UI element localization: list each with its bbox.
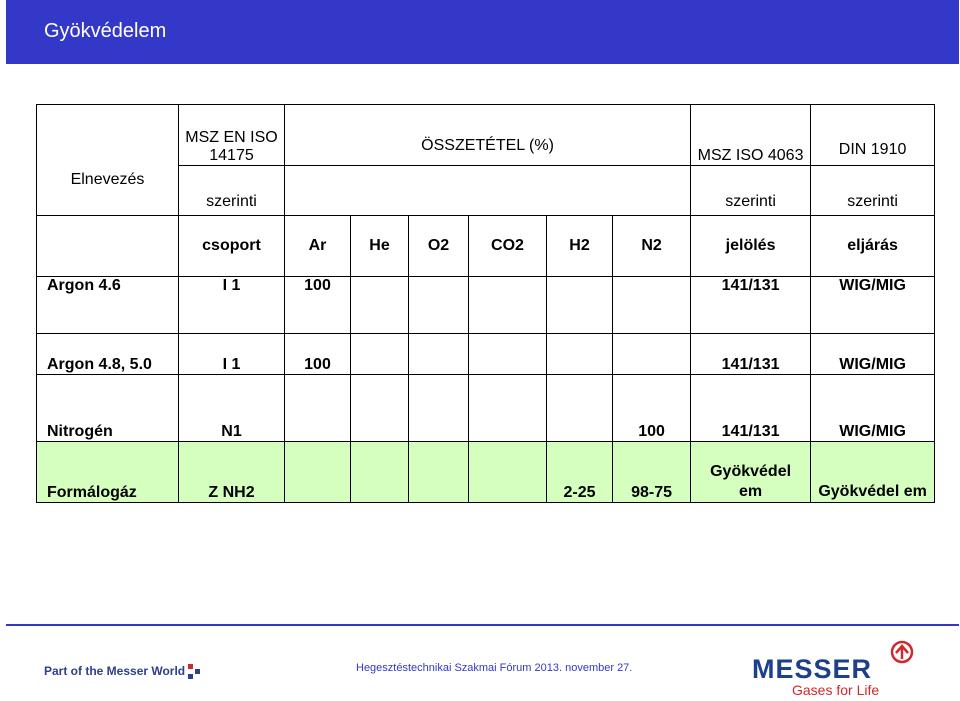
n2-value: 100 — [613, 375, 691, 442]
iso-szerinti: szerinti — [691, 166, 811, 216]
table-row — [37, 277, 935, 334]
table-row — [37, 105, 935, 166]
din-header: DIN 1910 — [811, 105, 935, 166]
process-name: WIG/MIG — [811, 375, 935, 442]
col-header-he: He — [351, 216, 409, 277]
gas-name: Argon 4.8, 5.0 — [37, 334, 179, 375]
col-header-o2: O2 — [409, 216, 469, 277]
table-cell — [613, 277, 691, 334]
process-name: WIG/MIG — [811, 334, 935, 375]
process-code: 141/131 — [691, 334, 811, 375]
table-cell — [37, 216, 179, 277]
composition-blank — [285, 166, 691, 216]
table-cell — [351, 334, 409, 375]
table-cell — [469, 442, 547, 503]
din-szerinti: szerinti — [811, 166, 935, 216]
name-header: Elnevezés — [37, 105, 179, 216]
table-cell — [469, 277, 547, 334]
table-cell — [285, 442, 351, 503]
table-row — [37, 375, 935, 442]
table-cell — [547, 375, 613, 442]
gas-group: Z NH2 — [179, 442, 285, 503]
col-header-process: eljárás — [811, 216, 935, 277]
gas-name: Formálogáz — [37, 442, 179, 503]
col-header-group: csoport — [179, 216, 285, 277]
h2-value: 2-25 — [547, 442, 613, 503]
gas-name: Nitrogén — [37, 375, 179, 442]
process-code: 141/131 — [691, 277, 811, 334]
table-cell — [469, 334, 547, 375]
table-row — [37, 334, 935, 375]
logo-wordmark: MESSER — [752, 654, 873, 684]
table-cell — [547, 277, 613, 334]
col-header-co2: CO2 — [469, 216, 547, 277]
process-code: Gyökvédel em — [691, 442, 811, 503]
col-header-h2: H2 — [547, 216, 613, 277]
table-cell — [409, 334, 469, 375]
composition-header: ÖSSZETÉTEL (%) — [285, 105, 691, 166]
table-cell — [351, 375, 409, 442]
gas-table — [36, 104, 935, 503]
n2-value: 98-75 — [613, 442, 691, 503]
table-cell — [409, 442, 469, 503]
standard-szerinti: szerinti — [179, 166, 285, 216]
messer-logo — [752, 640, 922, 698]
table-cell — [409, 375, 469, 442]
gas-group: N1 — [179, 375, 285, 442]
title-bar — [6, 0, 959, 64]
process-name: Gyökvédel em — [811, 442, 935, 503]
col-header-ar: Ar — [285, 216, 351, 277]
gas-name: Argon 4.6 — [37, 277, 179, 334]
ar-value: 100 — [285, 277, 351, 334]
messer-emblem-icon — [890, 640, 914, 664]
col-header-code: jelölés — [691, 216, 811, 277]
iso-header: MSZ ISO 4063 — [691, 105, 811, 166]
process-code: 141/131 — [691, 375, 811, 442]
process-name: WIG/MIG — [811, 277, 935, 334]
gas-group: I 1 — [179, 277, 285, 334]
table-cell — [285, 375, 351, 442]
table-cell — [409, 277, 469, 334]
event-text: Hegesztéstechnikai Szakmai Fórum 2013. november 27. — [356, 662, 633, 674]
table-cell — [613, 334, 691, 375]
table-cell — [351, 277, 409, 334]
part-of-messer-text: Part of the Messer World — [44, 664, 186, 678]
logo-tagline: Gases for Life — [792, 682, 880, 698]
page-title: Gyökvédelem — [44, 20, 167, 42]
table-cell — [351, 442, 409, 503]
messer-world-squares-icon — [188, 664, 206, 680]
table-cell — [469, 375, 547, 442]
col-header-n2: N2 — [613, 216, 691, 277]
gas-group: I 1 — [179, 334, 285, 375]
table-row — [37, 216, 935, 277]
standard-header: MSZ EN ISO 14175 — [179, 105, 285, 166]
table-row — [37, 442, 935, 503]
footer-divider — [6, 624, 959, 626]
ar-value: 100 — [285, 334, 351, 375]
table-cell — [547, 334, 613, 375]
